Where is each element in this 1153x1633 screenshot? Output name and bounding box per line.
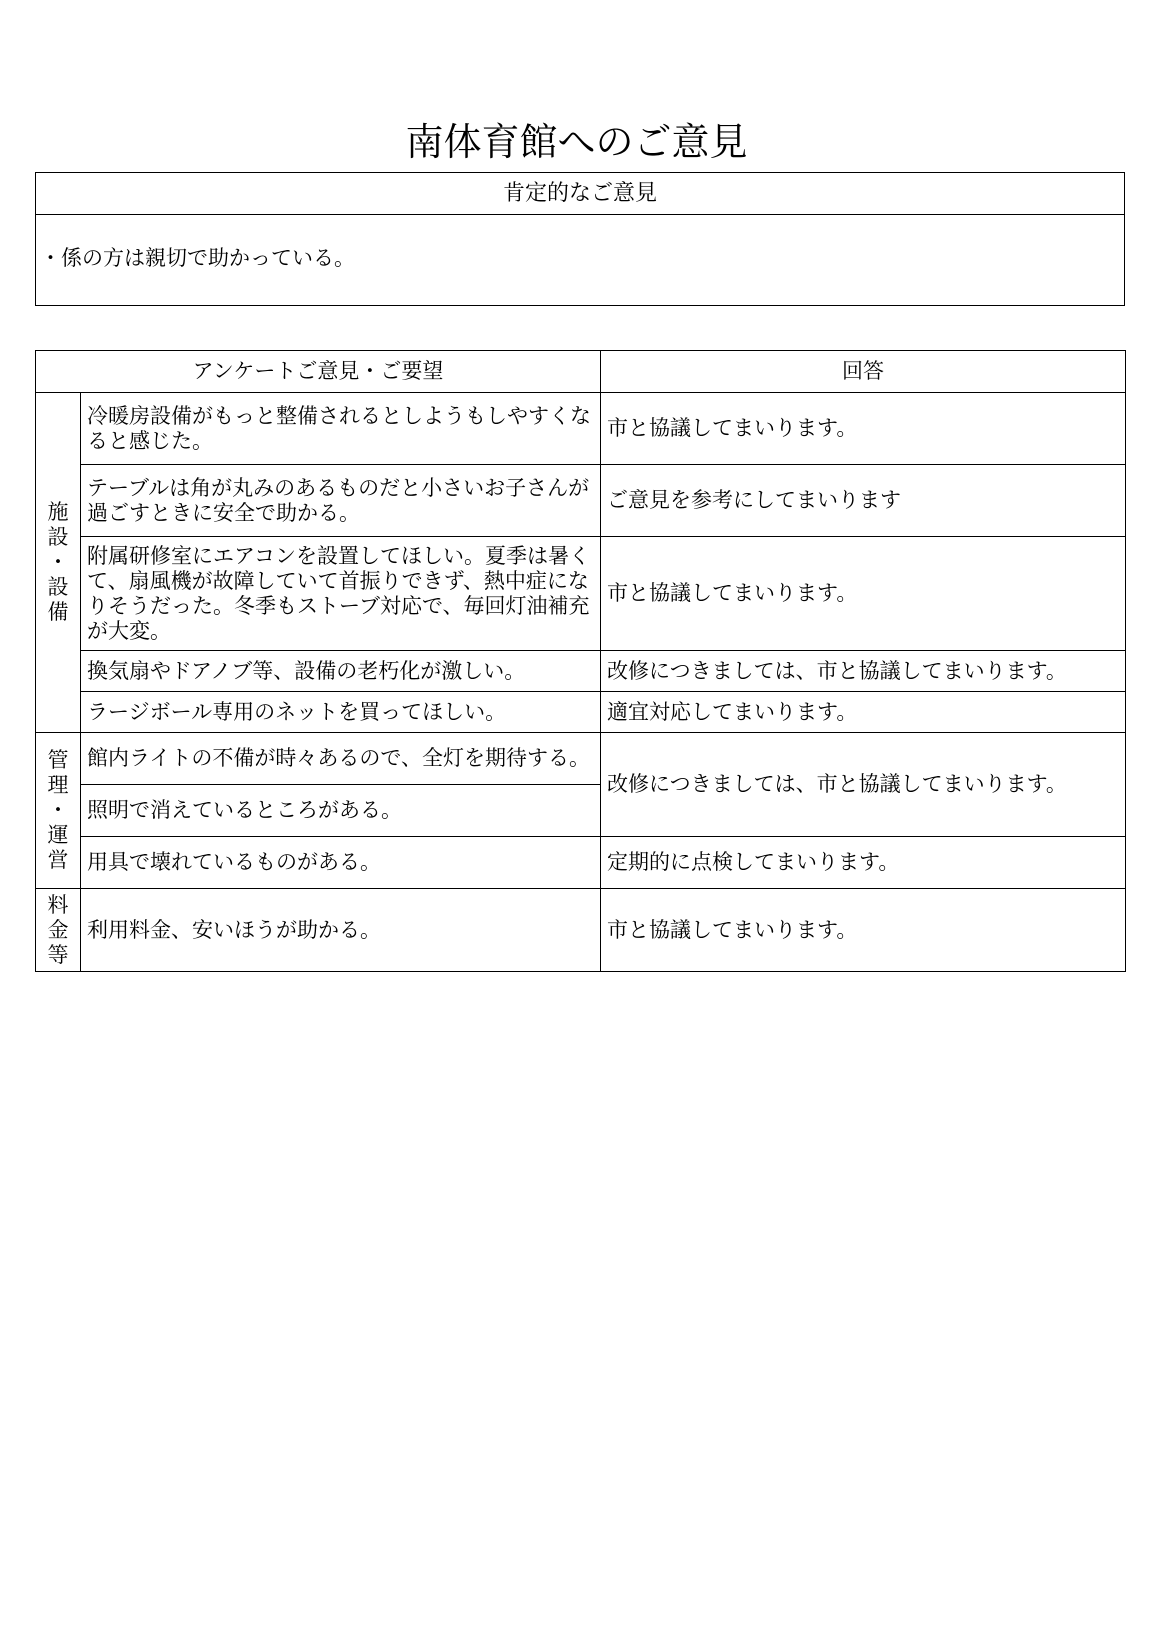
category-char: 理 [47,773,69,797]
table-row [36,537,1126,651]
category-char: 料 [47,892,69,917]
positive-opinions-body: ・係の方は親切で助かっている。 [40,246,355,270]
category-char: 運 [47,823,69,847]
opinion-cell: 附属研修室にエアコンを設置してほしい。夏季は暑くて、扇風機が故障していて首振りできず、熱中症になりそうだった。冬季もストーブ対応で、毎回灯油補充が大変。 [81,537,601,651]
category-char: 金 [47,917,69,942]
opinion-cell: ラージボール専用のネットを買ってほしい。 [81,692,601,733]
table-header-row [36,351,1126,393]
answer-cell: 市と協議してまいります。 [601,537,1126,651]
opinion-cell: 用具で壊れているものがある。 [81,837,601,889]
category-fee [36,889,81,972]
table-row [36,465,1126,537]
opinion-cell: テーブルは角が丸みのあるものだと小さいお子さんが過ごすときに安全で助かる。 [81,465,601,537]
answer-column-header: 回答 [601,351,1126,393]
category-char: 等 [47,942,69,967]
opinion-cell: 冷暖房設備がもっと整備されるとしようもしやすくなると感じた。 [81,393,601,465]
opinion-column-header: アンケートご意見・ご要望 [36,351,601,393]
table-row [36,837,1126,889]
opinion-cell: 換気扇やドアノブ等、設備の老朽化が激しい。 [81,651,601,692]
positive-opinions-box [35,172,1125,306]
category-char: 備 [47,600,69,624]
category-char: 施 [47,500,69,524]
table-row [36,889,1126,972]
category-management [36,733,81,889]
answer-cell: 改修につきましては、市と協議してまいります。 [601,733,1126,837]
answer-cell: ご意見を参考にしてまいります [601,465,1126,537]
table-row [36,651,1126,692]
opinion-cell: 利用料金、安いほうが助かる。 [81,889,601,972]
survey-table [35,350,1126,972]
page-title: 南体育館へのご意見 [405,120,748,165]
table-row [36,692,1126,733]
positive-opinions-header: 肯定的なご意見 [36,173,1124,215]
table-row [36,393,1126,465]
answer-cell: 適宜対応してまいります。 [601,692,1126,733]
category-char: 設 [47,575,69,599]
answer-cell: 市と協議してまいります。 [601,393,1126,465]
table-row [36,733,1126,785]
category-char: ・ [47,798,69,822]
opinion-cell: 館内ライトの不備が時々あるので、全灯を期待する。 [81,733,601,785]
opinion-cell: 照明で消えているところがある。 [81,785,601,837]
answer-cell: 改修につきましては、市と協議してまいります。 [601,651,1126,692]
category-char: 設 [47,525,69,549]
answer-cell: 市と協議してまいります。 [601,889,1126,972]
category-char: ・ [47,550,69,574]
answer-cell: 定期的に点検してまいります。 [601,837,1126,889]
category-char: 営 [47,848,69,872]
category-facility [36,393,81,733]
category-char: 管 [47,748,69,772]
